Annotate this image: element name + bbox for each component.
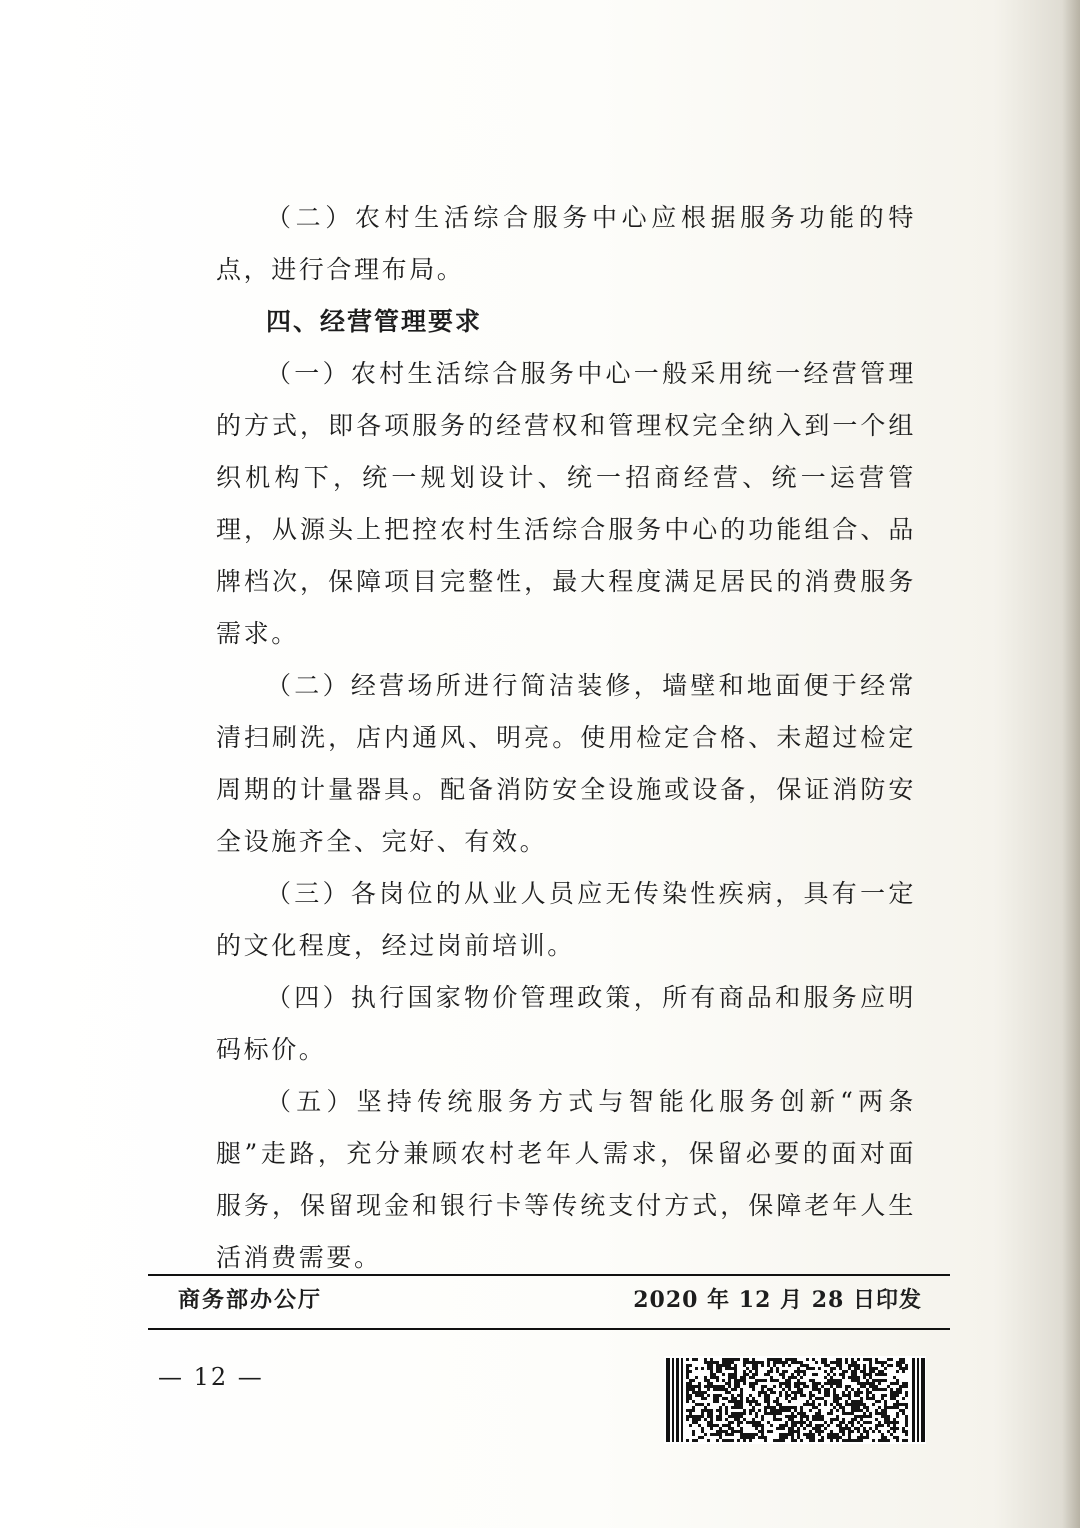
barcode-icon (664, 1356, 926, 1444)
section-heading-operations: 四、经营管理要求 (266, 307, 483, 336)
page-number: — 12 — (158, 1363, 264, 1391)
paragraph-staff-requirements: （三）各岗位的从业人员应无传染性疾病，具有一定的文化程度，经过岗前培训。 (216, 879, 916, 960)
paragraph-price-policy: （四）执行国家物价管理政策，所有商品和服务应明码标价。 (216, 983, 916, 1064)
issue-date: 2020 年 12 月 28 日印发 (633, 1287, 922, 1313)
paragraph-unified-management: （一）农村生活综合服务中心一般采用统一经营管理的方式，即各项服务的经营权和管理权完全纳入到一个组织机构下，统一规划设计、统一招商经营、统一运营管理，从源头上把控农村生活综合服务中心的功能组合、品牌档次，保障项目完整性，最大程度满足居民的消费服务需求。 (216, 359, 916, 648)
issuer-name: 商务部办公厅 (178, 1287, 323, 1313)
footer-bottom-rule (148, 1328, 950, 1330)
paragraph-traditional-services: （五）坚持传统服务方式与智能化服务创新“两条腿”走路，充分兼顾农村老年人需求，保留必要的面对面服务，保留现金和银行卡等传统支付方式，保障老年人生活消费需要。 (216, 1087, 916, 1272)
paragraph-premises-decoration: （二）经营场所进行简洁装修，墙壁和地面便于经常清扫刷洗，店内通风、明亮。使用检定合格、未超过检定周期的计量器具。配备消防安全设施或设备，保证消防安全设施齐全、完好、有效。 (216, 671, 916, 856)
page-edge-shadow (1062, 0, 1080, 1528)
paragraph-layout-two: （二）农村生活综合服务中心应根据服务功能的特点，进行合理布局。 (216, 203, 916, 284)
footer-top-rule (148, 1274, 950, 1276)
document-body (216, 192, 916, 1284)
